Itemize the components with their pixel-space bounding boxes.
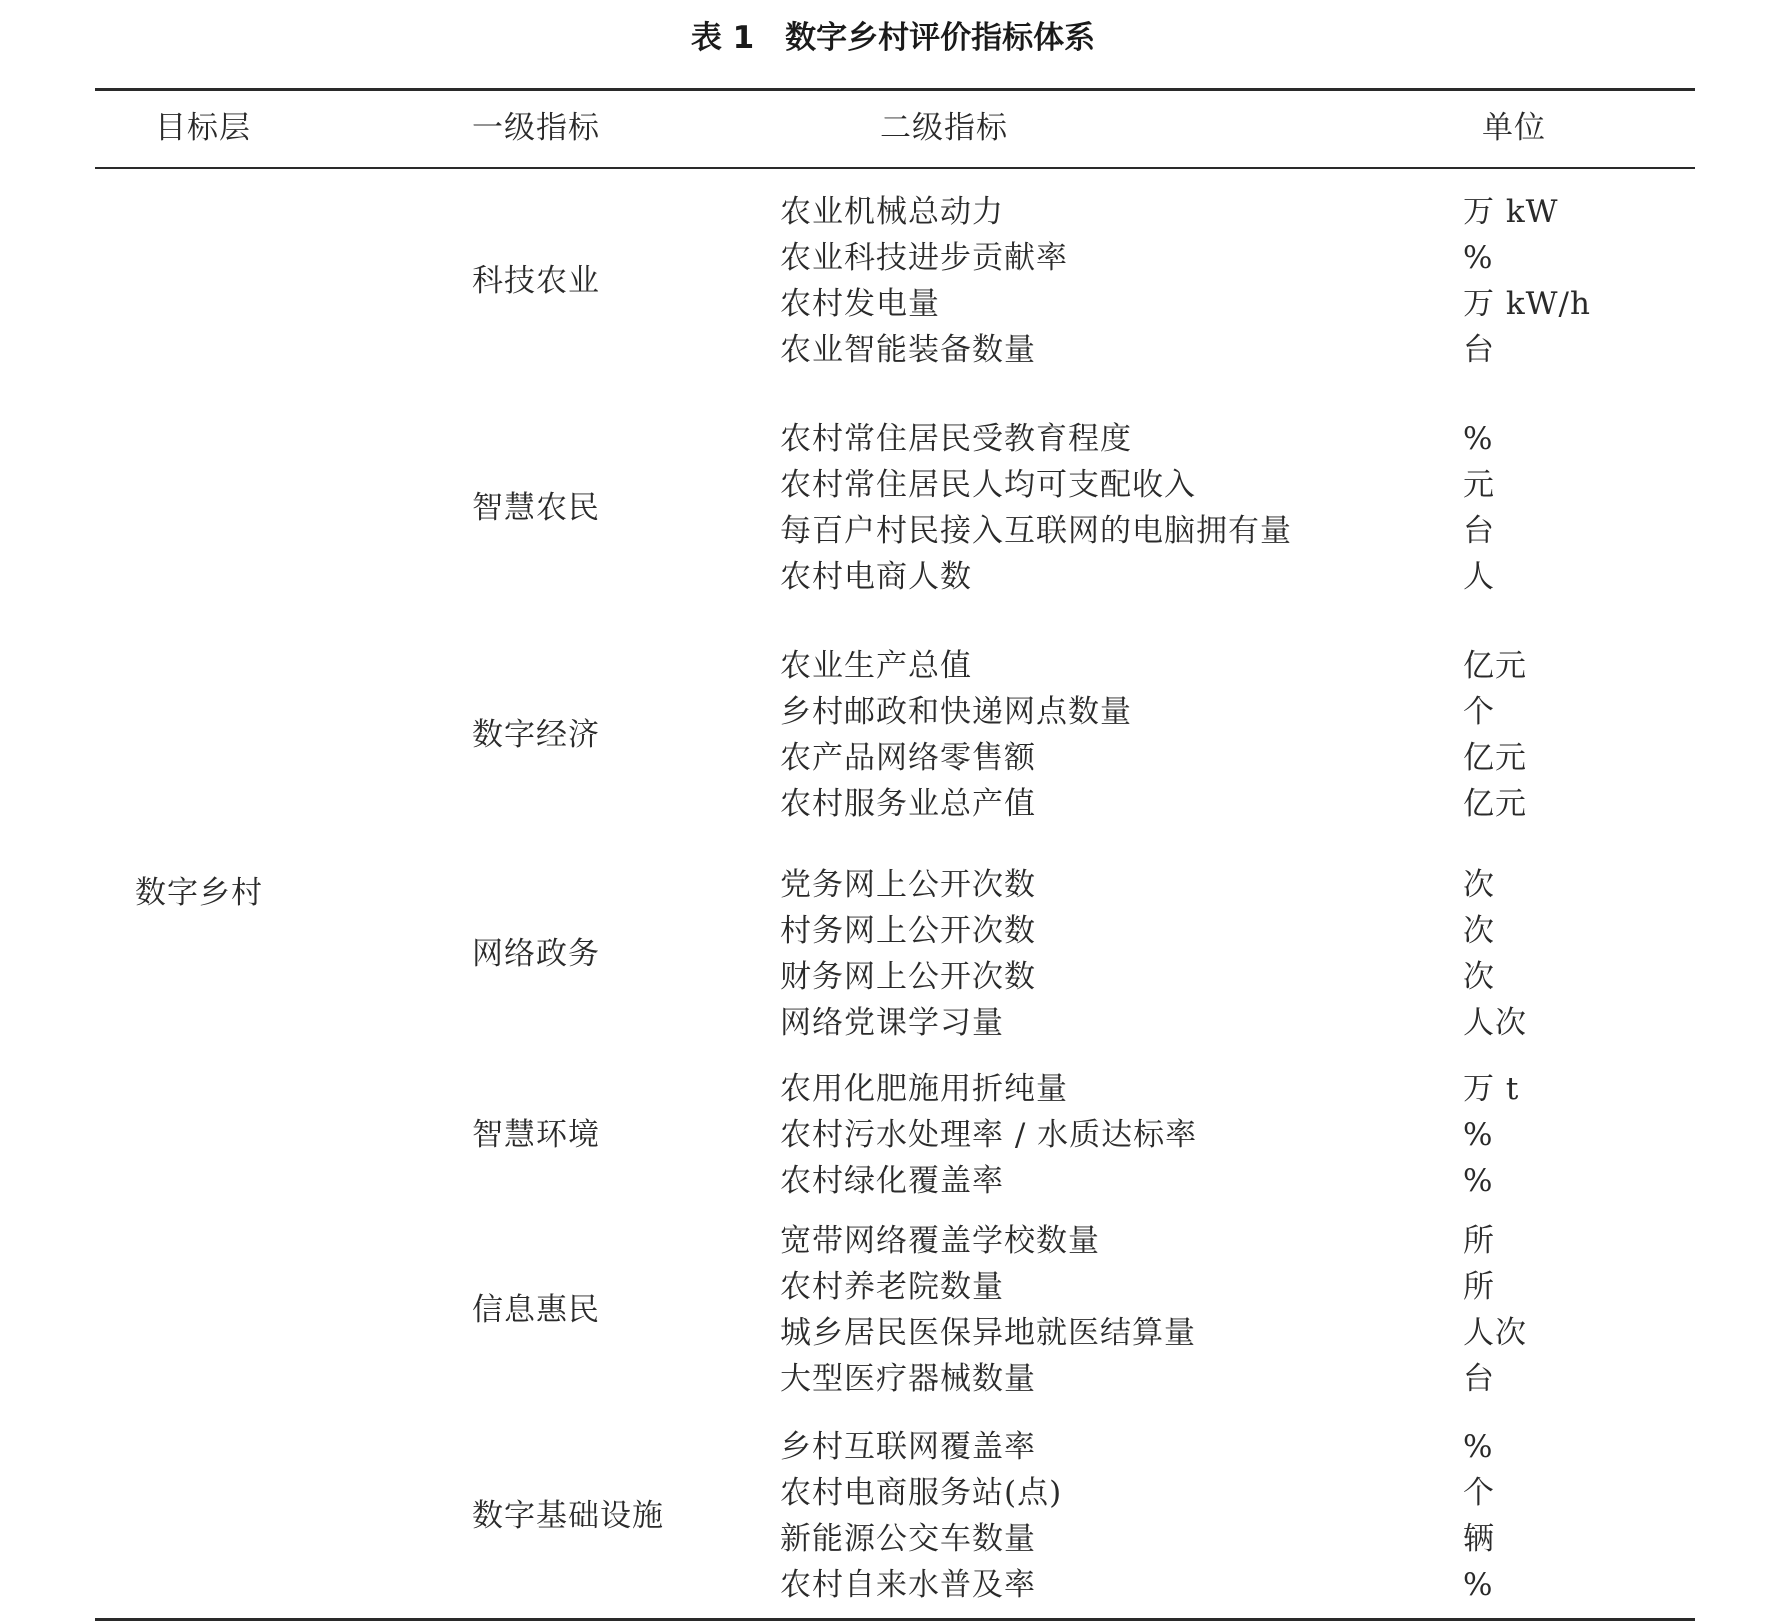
level1-indicator-cell: 智慧农民 (472, 490, 600, 526)
level1-indicator-cell: 网络政务 (472, 936, 600, 972)
level2-indicator-cell: 农业机械总动力 (780, 194, 1004, 230)
level2-indicator-cell: 农村养老院数量 (780, 1269, 1004, 1305)
unit-cell: 次 (1463, 867, 1495, 903)
level2-indicator-cell: 农村自来水普及率 (780, 1567, 1036, 1603)
level2-indicator-cell: 村务网上公开次数 (780, 913, 1036, 949)
unit-cell: 台 (1463, 1361, 1495, 1397)
unit-cell: 次 (1463, 913, 1495, 949)
level2-indicator-cell: 网络党课学习量 (780, 1005, 1004, 1041)
unit-cell: 万 t (1463, 1071, 1520, 1107)
unit-cell: 台 (1463, 513, 1495, 549)
level2-indicator-cell: 大型医疗器械数量 (780, 1361, 1036, 1397)
level2-indicator-cell: 乡村邮政和快递网点数量 (780, 694, 1132, 730)
unit-cell: % (1463, 240, 1494, 276)
unit-cell: 亿元 (1463, 786, 1527, 822)
header-level2-indicator: 二级指标 (880, 110, 1008, 146)
unit-cell: 元 (1463, 467, 1495, 503)
level2-indicator-cell: 新能源公交车数量 (780, 1521, 1036, 1557)
level1-indicator-cell: 数字经济 (472, 717, 600, 753)
level2-indicator-cell: 党务网上公开次数 (780, 867, 1036, 903)
unit-cell: % (1463, 1429, 1494, 1465)
unit-cell: 所 (1463, 1223, 1495, 1259)
bottom-rule (95, 1618, 1695, 1621)
unit-cell: 辆 (1463, 1521, 1495, 1557)
unit-cell: 亿元 (1463, 740, 1527, 776)
unit-cell: 次 (1463, 959, 1495, 995)
level2-indicator-cell: 农村绿化覆盖率 (780, 1163, 1004, 1199)
header-target-layer: 目标层 (155, 110, 251, 146)
unit-cell: % (1463, 1163, 1494, 1199)
unit-cell: 人次 (1463, 1005, 1527, 1041)
level2-indicator-cell: 财务网上公开次数 (780, 959, 1036, 995)
level2-indicator-cell: 农村常住居民受教育程度 (780, 421, 1132, 457)
top-rule (95, 88, 1695, 91)
unit-cell: 万 kW/h (1463, 286, 1591, 322)
level2-indicator-cell: 农业智能装备数量 (780, 332, 1036, 368)
level2-indicator-cell: 农村电商服务站(点) (780, 1475, 1063, 1511)
level2-indicator-cell: 农业生产总值 (780, 648, 972, 684)
level1-indicator-cell: 科技农业 (472, 263, 600, 299)
level1-indicator-cell: 智慧环境 (472, 1117, 600, 1153)
level2-indicator-cell: 城乡居民医保异地就医结算量 (780, 1315, 1196, 1351)
table-caption: 表 1 数字乡村评价指标体系 (690, 20, 1096, 56)
unit-cell: 台 (1463, 332, 1495, 368)
level2-indicator-cell: 农村服务业总产值 (780, 786, 1036, 822)
level1-indicator-cell: 数字基础设施 (472, 1498, 664, 1534)
unit-cell: 个 (1463, 1475, 1495, 1511)
unit-cell: % (1463, 1117, 1494, 1153)
level2-indicator-cell: 农村常住居民人均可支配收入 (780, 467, 1196, 503)
unit-cell: 亿元 (1463, 648, 1527, 684)
unit-cell: 万 kW (1463, 194, 1559, 230)
level2-indicator-cell: 农用化肥施用折纯量 (780, 1071, 1068, 1107)
level2-indicator-cell: 农村发电量 (780, 286, 940, 322)
unit-cell: 人 (1463, 559, 1495, 595)
header-rule (95, 167, 1695, 169)
unit-cell: 所 (1463, 1269, 1495, 1305)
header-level1-indicator: 一级指标 (472, 110, 600, 146)
level2-indicator-cell: 宽带网络覆盖学校数量 (780, 1223, 1100, 1259)
level2-indicator-cell: 每百户村民接入互联网的电脑拥有量 (780, 513, 1292, 549)
level2-indicator-cell: 农村电商人数 (780, 559, 972, 595)
level2-indicator-cell: 农村污水处理率 / 水质达标率 (780, 1117, 1198, 1153)
unit-cell: 个 (1463, 694, 1495, 730)
unit-cell: % (1463, 421, 1494, 457)
unit-cell: % (1463, 1567, 1494, 1603)
level1-indicator-cell: 信息惠民 (472, 1292, 600, 1328)
unit-cell: 人次 (1463, 1315, 1527, 1351)
level2-indicator-cell: 农业科技进步贡献率 (780, 240, 1068, 276)
level2-indicator-cell: 乡村互联网覆盖率 (780, 1429, 1036, 1465)
target-layer-cell: 数字乡村 (135, 875, 263, 911)
level2-indicator-cell: 农产品网络零售额 (780, 740, 1036, 776)
header-unit: 单位 (1482, 110, 1546, 146)
